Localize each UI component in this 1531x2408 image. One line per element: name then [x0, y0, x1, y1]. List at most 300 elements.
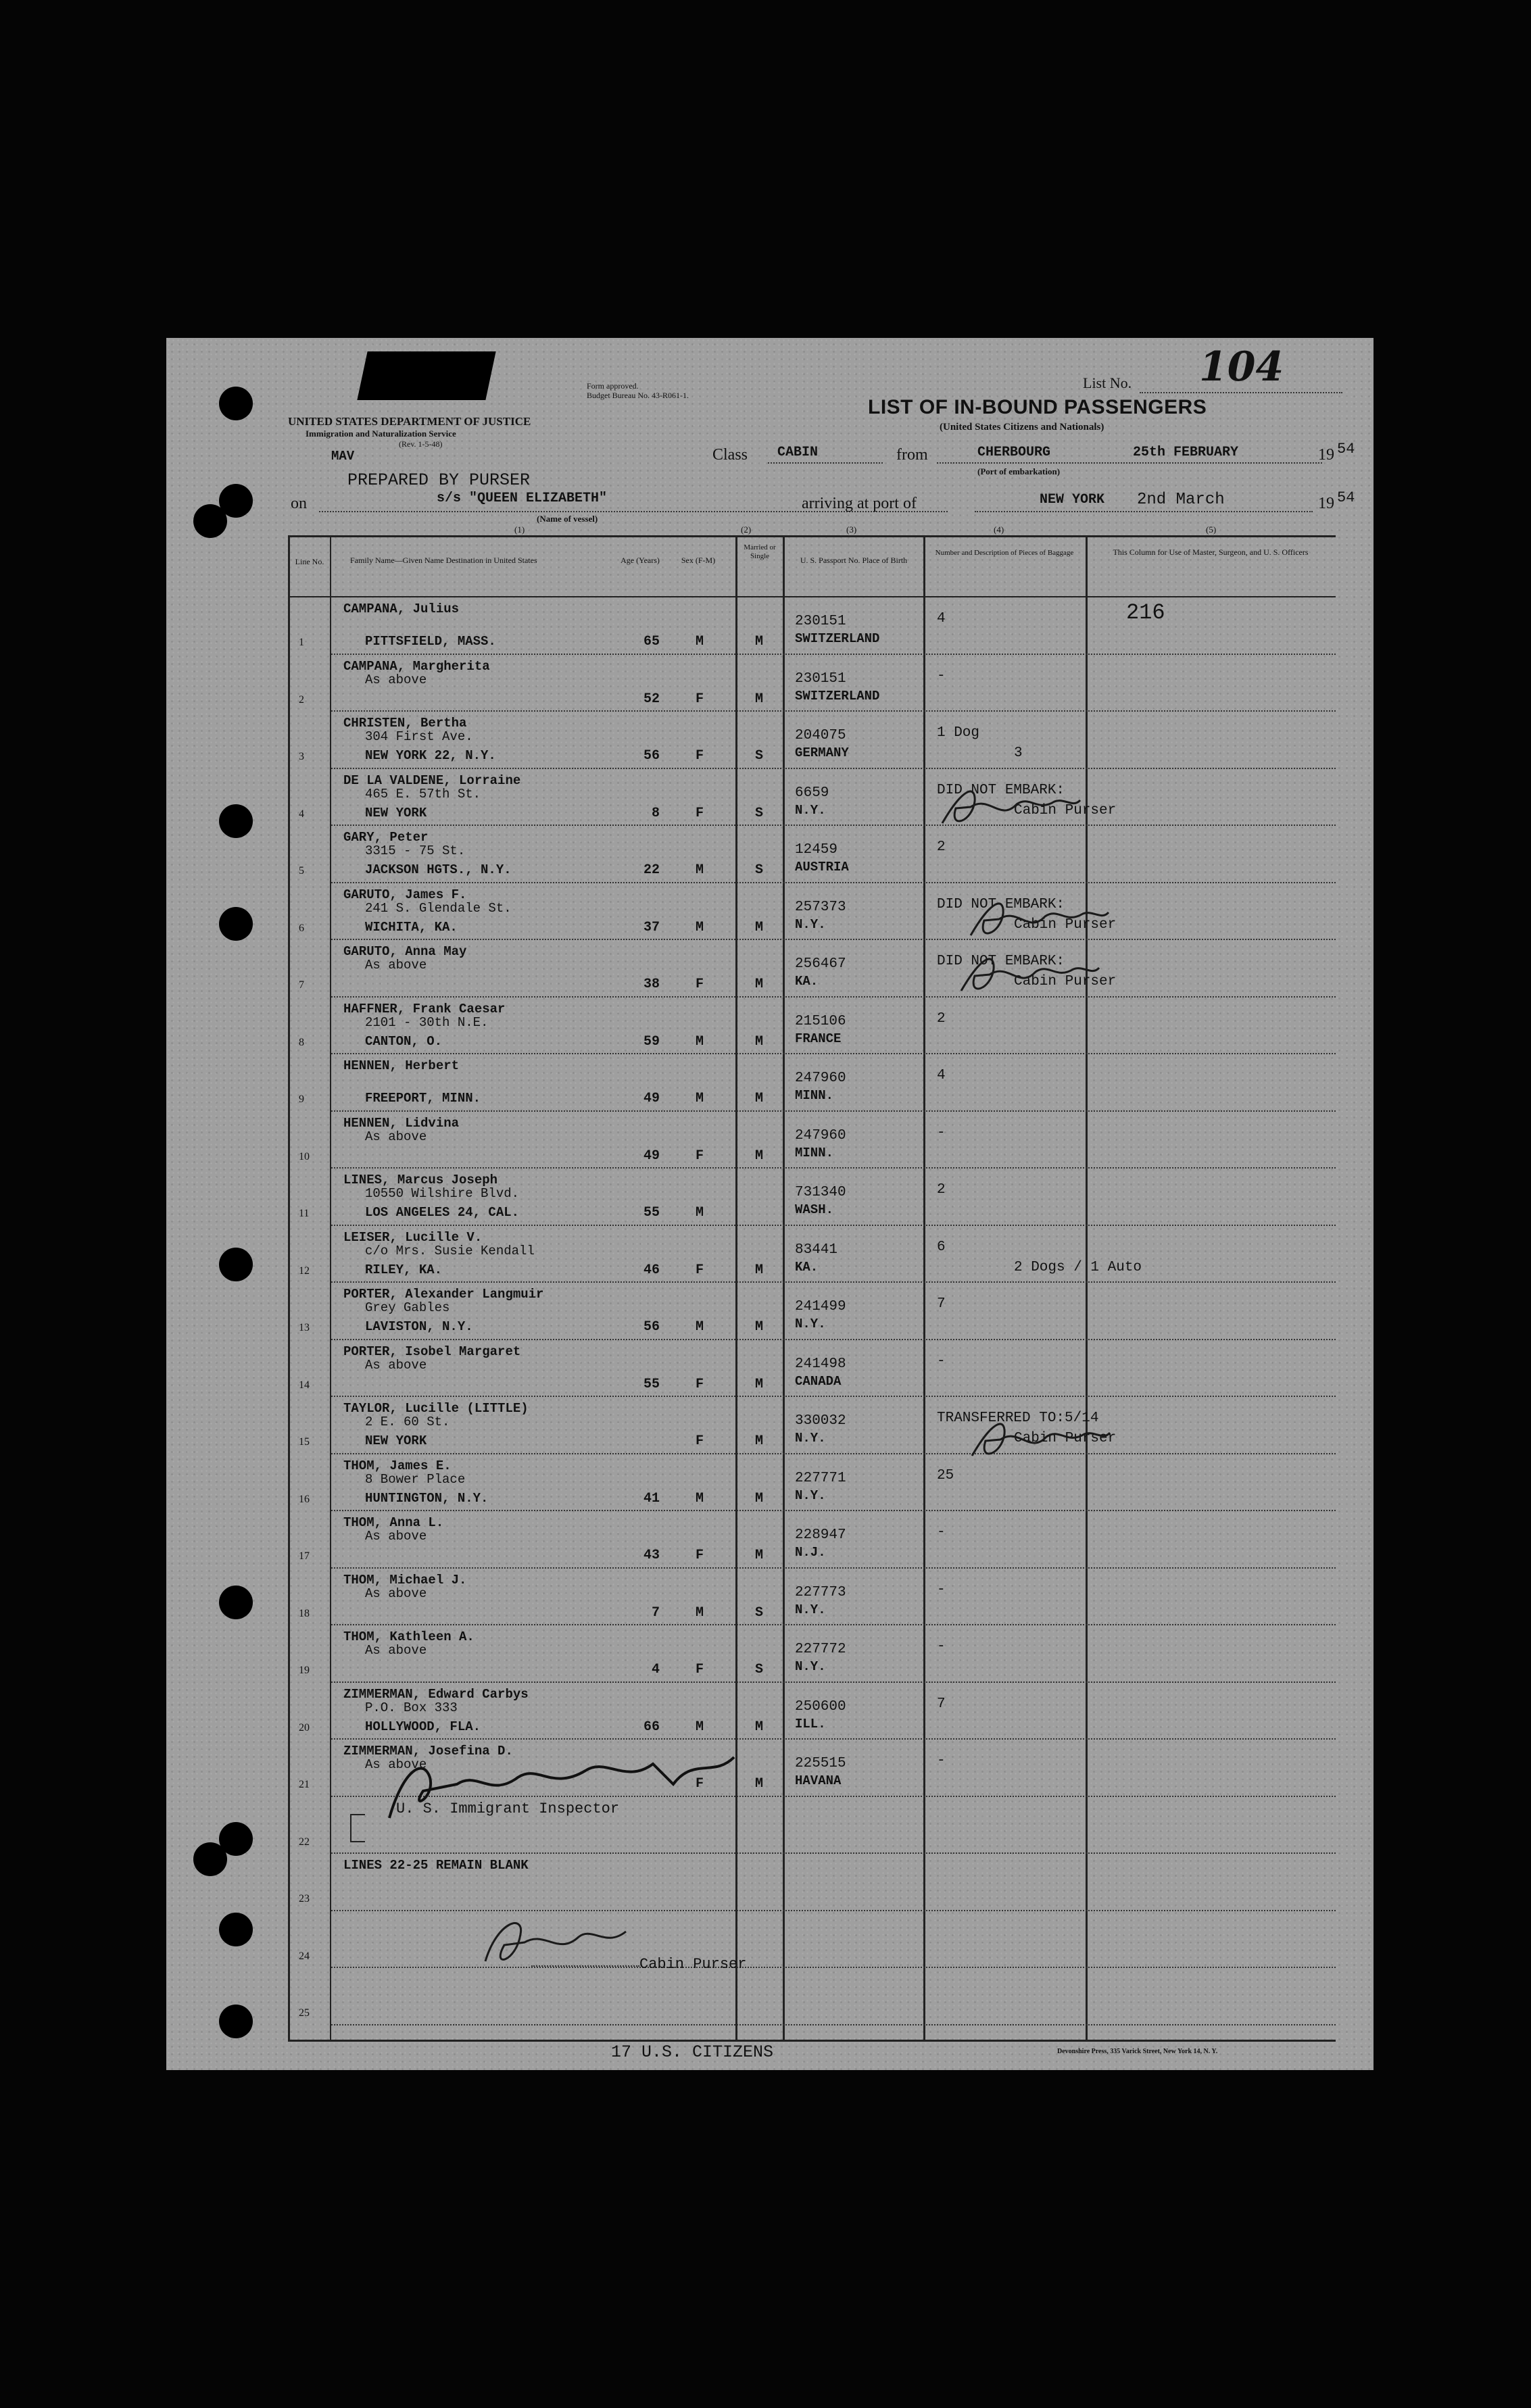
- passenger-age: 37: [643, 919, 660, 935]
- row-divider: [331, 1167, 1336, 1169]
- row-divider: [331, 1510, 1336, 1511]
- embarkation-port: CHERBOURG: [977, 445, 1051, 460]
- purser-signature-row15: [965, 1414, 1117, 1468]
- passenger-address: 10550 Wilshire Blvd.: [365, 1186, 520, 1201]
- passenger-name: CHRISTEN, Bertha: [343, 716, 467, 731]
- row-divider: [331, 1738, 1336, 1740]
- passenger-address: As above: [365, 1357, 427, 1373]
- passenger-name: ZIMMERMAN, Josefina D.: [343, 1744, 513, 1759]
- row-divider: [331, 1453, 1336, 1454]
- baggage-description: -: [937, 668, 946, 684]
- class-line: [768, 462, 883, 464]
- passenger-address: 3315 - 75 St.: [365, 843, 466, 858]
- passenger-destination: NEW YORK: [365, 805, 427, 820]
- row-divider: [331, 1225, 1336, 1226]
- row-divider: [331, 2024, 1336, 2025]
- row-divider: [331, 996, 1336, 998]
- passenger-sex: M: [695, 1719, 704, 1735]
- passenger-address: As above: [365, 1586, 427, 1601]
- line-number: 7: [299, 979, 304, 991]
- marital-status: M: [754, 1719, 763, 1735]
- embarkation-year: 54: [1337, 441, 1355, 458]
- passenger-name: THOM, James E.: [343, 1458, 452, 1473]
- passport-number: 247960: [795, 1071, 846, 1086]
- header-passport: U. S. Passport No. Place of Birth: [800, 556, 908, 565]
- baggage-note: 3: [1014, 745, 1023, 761]
- passenger-name: HAFFNER, Frank Caesar: [343, 1001, 506, 1016]
- passenger-destination: CANTON, O.: [365, 1033, 443, 1049]
- row-divider: [331, 1852, 1336, 1854]
- passenger-name: THOM, Michael J.: [343, 1572, 467, 1588]
- punch-hole: [193, 504, 227, 538]
- passenger-destination: RILEY, KA.: [365, 1262, 443, 1277]
- passenger-name: HENNEN, Lidvina: [343, 1115, 460, 1131]
- line-number: 10: [299, 1150, 310, 1162]
- baggage-description: -: [937, 1125, 946, 1141]
- passenger-address: c/o Mrs. Susie Kendall: [365, 1243, 535, 1258]
- passenger-sex: F: [695, 977, 704, 992]
- passenger-age: 8: [651, 805, 660, 821]
- punch-hole: [219, 2005, 253, 2038]
- purser-signature-row6: [964, 893, 1113, 948]
- row-divider: [331, 939, 1336, 940]
- torn-corner: [357, 351, 495, 400]
- row-divider: [331, 768, 1336, 769]
- marital-status: S: [754, 1662, 763, 1677]
- passenger-age: 49: [643, 1148, 660, 1164]
- passenger-age: 59: [643, 1033, 660, 1050]
- header-officers: This Column for Use of Master, Surgeon, and U. S. Officers: [1113, 547, 1309, 557]
- passenger-name: HENNEN, Herbert: [343, 1058, 460, 1073]
- class-value: CABIN: [777, 445, 819, 460]
- passenger-destination: NEW YORK: [365, 1433, 427, 1448]
- passenger-sex: M: [695, 1205, 704, 1221]
- place-of-birth: SWITZERLAND: [795, 688, 880, 704]
- list-number-value: 104: [1199, 343, 1284, 391]
- purser-signature-row7: [954, 949, 1103, 1003]
- from-label: from: [896, 446, 928, 464]
- baggage-description: -: [937, 1753, 946, 1769]
- line-number: 20: [299, 1721, 310, 1734]
- place-of-birth: ILL.: [795, 1716, 826, 1731]
- passenger-sex: F: [695, 1548, 704, 1563]
- passport-number: 241499: [795, 1299, 846, 1314]
- place-of-birth: KA.: [795, 974, 819, 989]
- agency-name: UNITED STATES DEPARTMENT OF JUSTICE: [288, 415, 531, 428]
- purser-signature-row4: [935, 781, 1084, 835]
- passenger-age: 49: [643, 1091, 660, 1106]
- passport-number: 330032: [795, 1413, 846, 1429]
- list-number-line: [1140, 392, 1342, 393]
- passport-number: 230151: [795, 670, 846, 687]
- passport-number: 6659: [795, 785, 829, 801]
- baggage-description: -: [937, 1353, 946, 1369]
- class-label: Class: [712, 446, 748, 464]
- passport-number: 250600: [795, 1698, 846, 1715]
- on-label: on: [291, 495, 307, 512]
- passenger-age: 65: [643, 634, 660, 649]
- column-number-3: (3): [846, 524, 857, 535]
- budget-number: Budget Bureau No. 43-R061-1.: [587, 391, 689, 400]
- passenger-destination: HOLLYWOOD, FLA.: [365, 1719, 481, 1734]
- passenger-address: As above: [365, 1643, 427, 1658]
- married-passport-divider: [783, 535, 785, 2040]
- vessel-caption: (Name of vessel): [537, 514, 598, 524]
- passenger-list-page: [166, 338, 1374, 2070]
- passenger-address: 8 Bower Place: [365, 1471, 466, 1487]
- passenger-name: THOM, Kathleen A.: [343, 1629, 475, 1644]
- place-of-birth: MINN.: [795, 1088, 834, 1103]
- passenger-age: 46: [643, 1262, 660, 1278]
- row-divider: [331, 1053, 1336, 1054]
- passenger-address: P.O. Box 333: [365, 1700, 458, 1715]
- place-of-birth: SWITZERLAND: [795, 631, 880, 646]
- marital-status: S: [754, 748, 763, 764]
- baggage-officers-divider: [1086, 535, 1088, 2040]
- passenger-sex: F: [695, 1262, 704, 1278]
- passenger-sex: F: [695, 1376, 704, 1392]
- place-of-birth: KA.: [795, 1259, 819, 1275]
- line-number: 14: [299, 1379, 310, 1391]
- place-of-birth: N.Y.: [795, 1431, 826, 1446]
- place-of-birth: N.Y.: [795, 1317, 826, 1331]
- marital-status: M: [754, 1091, 763, 1106]
- line-number: 5: [299, 865, 304, 877]
- row-divider: [331, 825, 1336, 826]
- final-purser-title: Cabin Purser: [639, 1956, 747, 1973]
- place-of-birth: AUSTRIA: [795, 860, 849, 875]
- place-of-birth: N.Y.: [795, 1488, 826, 1503]
- line-number: 11: [299, 1208, 310, 1219]
- arrival-date: 2nd March: [1137, 491, 1225, 509]
- place-of-birth: N.Y.: [795, 1602, 826, 1617]
- header-married: Married or Single: [744, 543, 776, 560]
- passenger-sex: F: [695, 1776, 704, 1792]
- passenger-address: 2 E. 60 St.: [365, 1415, 450, 1429]
- passenger-sex: F: [695, 1433, 704, 1449]
- baggage-description: 2: [937, 1182, 946, 1198]
- passenger-age: 55: [643, 1205, 660, 1221]
- line-number: 22: [299, 1836, 310, 1848]
- punch-hole: [219, 1586, 253, 1619]
- passenger-sex: M: [695, 1490, 704, 1506]
- header-line-no: Line No.: [295, 557, 324, 566]
- place-of-birth: WASH.: [795, 1202, 834, 1217]
- baggage-description: DID NOT EMBARK:: [937, 954, 1065, 969]
- passenger-age: 66: [643, 1719, 660, 1735]
- passenger-sex: M: [695, 1091, 704, 1106]
- passenger-name: CAMPANA, Margherita: [343, 658, 490, 674]
- inspector-stamp-bracket: [350, 1814, 365, 1842]
- passenger-age: 52: [643, 691, 660, 707]
- vessel-name: s/s "QUEEN ELIZABETH": [437, 491, 608, 506]
- arrival-line: [975, 511, 1313, 512]
- passenger-name: GARUTO, James F.: [343, 887, 467, 902]
- passenger-sex: F: [695, 1662, 704, 1677]
- agency-subtitle: Immigration and Naturalization Service: [306, 428, 456, 439]
- passenger-age: 38: [643, 977, 660, 992]
- passenger-age: 7: [651, 1604, 660, 1621]
- line-number: 15: [299, 1436, 310, 1448]
- baggage-note: Cabin Purser: [1014, 802, 1117, 818]
- passport-number: 227773: [795, 1584, 846, 1600]
- line-number: 24: [299, 1950, 310, 1962]
- place-of-birth: N.Y.: [795, 1659, 826, 1674]
- passenger-name: LEISER, Lucille V.: [343, 1229, 483, 1245]
- passenger-address: As above: [365, 1129, 427, 1144]
- table-header-rule: [288, 596, 1336, 597]
- row-divider: [331, 882, 1336, 883]
- baggage-note: Cabin Purser: [1014, 916, 1117, 933]
- baggage-description: DID NOT EMBARK:: [937, 782, 1065, 798]
- place-of-birth: N.Y.: [795, 802, 826, 818]
- baggage-description: 4: [937, 1068, 946, 1083]
- punch-hole: [219, 387, 253, 420]
- baggage-description: -: [937, 1639, 946, 1654]
- passenger-address: 465 E. 57th St.: [365, 786, 481, 802]
- place-of-birth: FRANCE: [795, 1031, 842, 1046]
- row-divider: [331, 1339, 1336, 1340]
- punch-hole: [219, 804, 253, 838]
- baggage-note: Cabin Purser: [1014, 974, 1117, 989]
- passport-number: 227772: [795, 1642, 846, 1657]
- passport-number: 731340: [795, 1185, 846, 1200]
- place-of-birth: GERMANY: [795, 745, 849, 760]
- passenger-name: GARUTO, Anna May: [343, 944, 467, 959]
- embarkation-date: 25th FEBRUARY: [1133, 445, 1239, 460]
- line-number: 9: [299, 1094, 304, 1105]
- passenger-sex: M: [695, 1604, 704, 1621]
- arrival-year: 54: [1337, 489, 1355, 506]
- form-title: LIST OF IN-BOUND PASSENGERS: [868, 396, 1207, 418]
- form-stamp: MAV: [331, 449, 355, 464]
- passenger-sex: M: [695, 1319, 704, 1335]
- baggage-description: 2: [937, 1010, 946, 1027]
- baggage-description: 25: [937, 1467, 954, 1483]
- passenger-name: CAMPANA, Julius: [343, 601, 460, 616]
- passport-number: 227771: [795, 1470, 846, 1486]
- place-of-birth: MINN.: [795, 1145, 834, 1160]
- line-number: 6: [299, 922, 304, 934]
- passport-baggage-divider: [923, 535, 925, 2040]
- line-number: 25: [299, 2007, 310, 2019]
- line-number: 16: [299, 1493, 310, 1505]
- row-divider: [331, 1624, 1336, 1625]
- form-subtitle: (United States Citizens and Nationals): [940, 422, 1104, 433]
- line-number: 18: [299, 1607, 310, 1619]
- passenger-name: PORTER, Isobel Margaret: [343, 1344, 521, 1359]
- line-number: 2: [299, 693, 304, 706]
- row-divider: [331, 1567, 1336, 1569]
- place-of-birth: CANADA: [795, 1373, 842, 1389]
- row-divider: [331, 1281, 1336, 1283]
- baggage-description: 6: [937, 1239, 946, 1255]
- passenger-sex: F: [695, 748, 704, 764]
- header-age: Age (Years): [621, 556, 660, 565]
- passenger-destination: NEW YORK 22, N.Y.: [365, 748, 496, 763]
- passport-number: 215106: [795, 1013, 846, 1029]
- passenger-address: As above: [365, 958, 427, 973]
- line-number: 17: [299, 1550, 310, 1562]
- marital-status: M: [754, 919, 763, 935]
- baggage-description: 1 Dog: [937, 725, 980, 741]
- table-bottom-rule: [288, 2040, 1336, 2042]
- passenger-destination: WICHITA, KA.: [365, 919, 458, 935]
- passport-number: 83441: [795, 1242, 838, 1258]
- line-number: 23: [299, 1893, 310, 1905]
- column-number-4: (4): [994, 524, 1004, 535]
- passenger-name: PORTER, Alexander Langmuir: [343, 1287, 544, 1302]
- passenger-age: 43: [643, 1548, 660, 1563]
- passenger-age: 55: [643, 1376, 660, 1392]
- baggage-note: Cabin Purser: [1014, 1431, 1117, 1446]
- place-of-birth: N.Y.: [795, 916, 826, 932]
- line-number: 19: [299, 1665, 310, 1676]
- passenger-name: LINES 22-25 REMAIN BLANK: [343, 1858, 529, 1873]
- baggage-description: 7: [937, 1296, 946, 1312]
- passenger-destination: PITTSFIELD, MASS.: [365, 634, 496, 649]
- passenger-destination: HUNTINGTON, N.Y.: [365, 1490, 489, 1506]
- baggage-description: -: [937, 1525, 946, 1540]
- row-divider: [331, 654, 1336, 655]
- column-number-1: (1): [514, 524, 525, 535]
- baggage-description: TRANSFERRED TO:5/14: [937, 1410, 1099, 1426]
- passenger-name: TAYLOR, Lucille (LITTLE): [343, 1401, 529, 1416]
- passenger-name: DE LA VALDENE, Lorraine: [343, 772, 521, 788]
- line-number: 1: [299, 637, 304, 648]
- passenger-sex: M: [695, 1033, 704, 1050]
- punch-hole: [193, 1842, 227, 1876]
- final-purser-line: [531, 1965, 639, 1967]
- line-number: 8: [299, 1036, 304, 1048]
- marital-status: M: [754, 634, 763, 649]
- passenger-destination: JACKSON HGTS., N.Y.: [365, 862, 512, 877]
- baggage-description: DID NOT EMBARK:: [937, 896, 1065, 912]
- passenger-sex: F: [695, 691, 704, 707]
- embarkation-year-prefix: 19: [1318, 446, 1334, 464]
- passport-number: 257373: [795, 899, 846, 915]
- passenger-sex: M: [695, 919, 704, 935]
- final-purser-signature: [477, 1907, 639, 1975]
- marital-status: S: [754, 805, 763, 821]
- arriving-label: arriving at port of: [802, 495, 917, 512]
- arrival-year-prefix: 19: [1318, 495, 1334, 512]
- line-number: 21: [299, 1779, 310, 1790]
- marital-status: S: [754, 862, 763, 878]
- passenger-name: THOM, Anna L.: [343, 1515, 444, 1530]
- row-divider: [331, 710, 1336, 712]
- passenger-address: As above: [365, 1529, 427, 1544]
- passenger-age: 41: [643, 1490, 660, 1506]
- passport-number: 256467: [795, 956, 846, 972]
- passenger-sex: F: [695, 805, 704, 821]
- marital-status: M: [754, 1548, 763, 1563]
- punch-hole: [219, 1913, 253, 1946]
- passport-number: 225515: [795, 1756, 846, 1771]
- row-divider: [331, 1681, 1336, 1683]
- passenger-name: GARY, Peter: [343, 830, 429, 845]
- passenger-age: 4: [651, 1662, 660, 1677]
- passenger-age: 56: [643, 1319, 660, 1335]
- marital-status: M: [754, 1148, 763, 1164]
- table-left-border: [288, 535, 290, 2040]
- place-of-birth: HAVANA: [795, 1773, 842, 1788]
- passenger-age: 22: [643, 862, 660, 878]
- inspector-title: U. S. Immigrant Inspector: [396, 1800, 620, 1817]
- punch-hole: [219, 1248, 253, 1281]
- passenger-address: As above: [365, 672, 427, 687]
- passport-number: 228947: [795, 1527, 846, 1543]
- passport-number: 247960: [795, 1127, 846, 1144]
- passport-number: 12459: [795, 842, 838, 858]
- passenger-name: LINES, Marcus Joseph: [343, 1173, 498, 1187]
- form-approved: Form approved.: [587, 381, 639, 391]
- column-number-5: (5): [1206, 524, 1217, 535]
- printer-imprint: Devonshire Press, 335 Varick Street, New York 14, N. Y.: [1057, 2048, 1218, 2055]
- passenger-destination: FREEPORT, MINN.: [365, 1091, 481, 1106]
- marital-status: M: [754, 1776, 763, 1792]
- marital-status: M: [754, 1033, 763, 1050]
- punch-hole: [219, 907, 253, 941]
- list-number-label: List No.: [1083, 374, 1132, 391]
- header-name: Family Name—Given Name Destination in United States: [350, 556, 537, 565]
- passenger-age: 56: [643, 748, 660, 764]
- marital-status: M: [754, 1490, 763, 1506]
- baggage-description: 7: [937, 1696, 946, 1712]
- passenger-sex: M: [695, 634, 704, 649]
- passport-number: 241498: [795, 1356, 846, 1372]
- marital-status: M: [754, 977, 763, 992]
- passenger-destination: LOS ANGELES 24, CAL.: [365, 1205, 520, 1220]
- table-top-rule: [288, 535, 1336, 537]
- inspector-signature: [383, 1744, 761, 1838]
- row-divider: [331, 1396, 1336, 1397]
- baggage-description: 2: [937, 839, 946, 855]
- baggage-note: 2 Dogs / 1 Auto: [1014, 1259, 1142, 1275]
- passenger-name: ZIMMERMAN, Edward Carbys: [343, 1686, 529, 1702]
- line-number: 4: [299, 808, 304, 820]
- header-baggage: Number and Description of Pieces of Baggage: [935, 549, 1074, 557]
- header-sex: Sex (F-M): [681, 556, 716, 565]
- baggage-description: -: [937, 1581, 946, 1598]
- passenger-destination: LAVISTON, N.Y.: [365, 1319, 473, 1334]
- passenger-address: As above: [365, 1757, 427, 1772]
- marital-status: M: [754, 1376, 763, 1392]
- prepared-by: PREPARED BY PURSER: [347, 470, 531, 490]
- passenger-sex: F: [695, 1148, 704, 1164]
- marital-status: M: [754, 1319, 763, 1335]
- place-of-birth: N.J.: [795, 1545, 826, 1560]
- embarkation-caption: (Port of embarkation): [977, 466, 1061, 476]
- passport-number: 230151: [795, 614, 846, 629]
- passenger-sex: M: [695, 862, 704, 878]
- passenger-address: 2101 - 30th N.E.: [365, 1014, 489, 1030]
- marital-status: M: [754, 1433, 763, 1449]
- marital-status: M: [754, 1262, 763, 1278]
- line-number: 3: [299, 751, 304, 762]
- row-divider: [331, 1110, 1336, 1112]
- marital-status: M: [754, 691, 763, 707]
- passenger-address: 241 S. Glendale St.: [365, 900, 512, 916]
- citizen-count: 17 U.S. CITIZENS: [611, 2042, 774, 2062]
- from-line: [937, 462, 1322, 464]
- passenger-address: Grey Gables: [365, 1300, 450, 1315]
- marital-status: S: [754, 1604, 763, 1621]
- officer-note: 216: [1126, 600, 1165, 625]
- baggage-description: 4: [937, 611, 946, 626]
- form-revision: (Rev. 1-5-48): [399, 439, 443, 449]
- line-number-divider: [330, 535, 331, 2040]
